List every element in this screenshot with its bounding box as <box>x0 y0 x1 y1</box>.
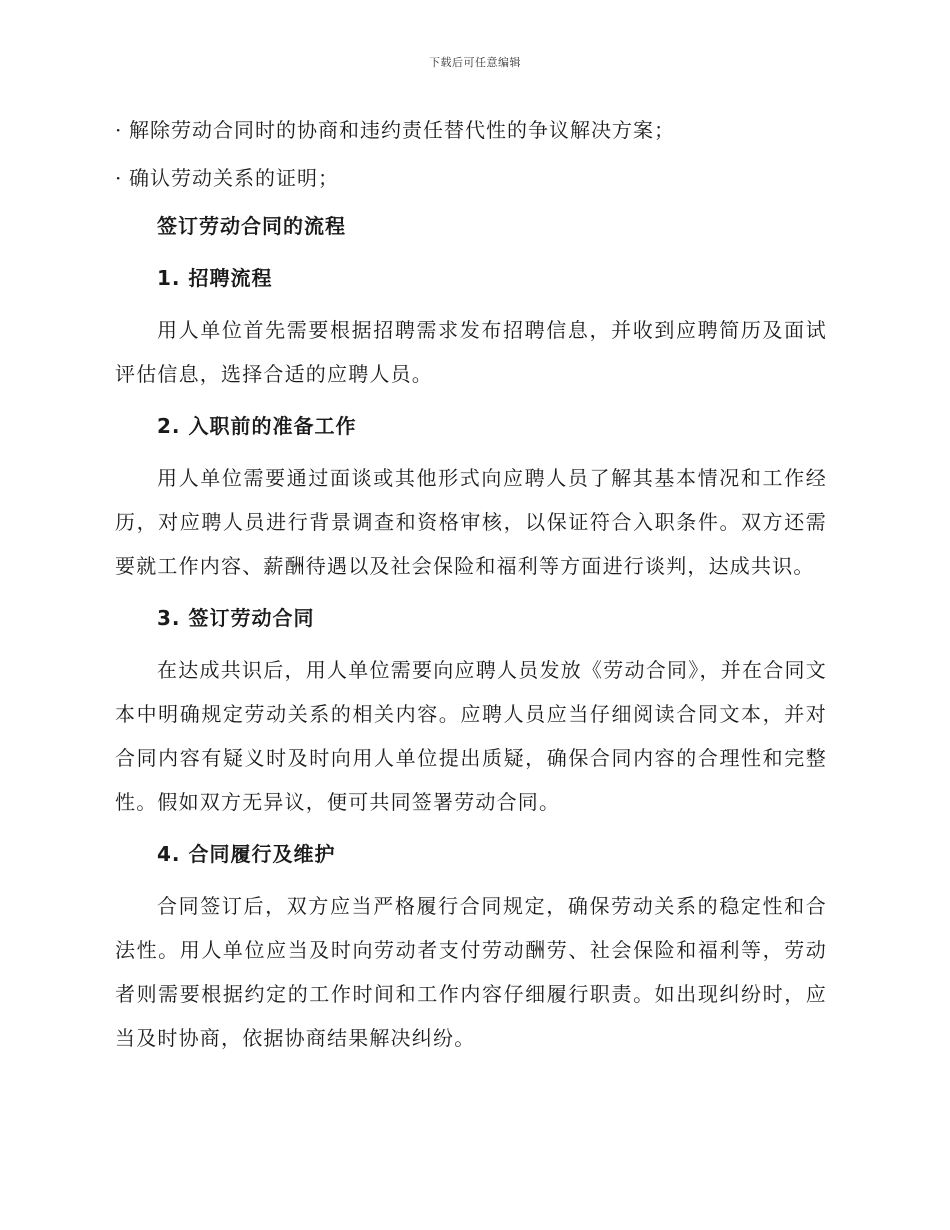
section-3-body: 在达成共识后，用人单位需要向应聘人员发放《劳动合同》，并在合同文本中明确规定劳动关系的相关内容。应聘人员应当仔细阅读合同文本，并对合同内容有疑义时及时向用人单位提出质疑，确保合同内容的合理性和完整性。假如双方无异议，便可共同签署劳动合同。 <box>115 658 827 814</box>
section-3-title: 3. 签订劳动合同 <box>157 606 315 630</box>
document-body <box>115 108 827 1068</box>
section-2-body: 用人单位需要通过面谈或其他形式向应聘人员了解其基本情况和工作经历，对应聘人员进行背景调查和资格审核，以保证符合入职条件。双方还需要就工作内容、薪酬待遇以及社会保险和福利等方面进行谈判，达成共识。 <box>115 466 827 578</box>
bullet-dot-icon: · <box>115 118 123 142</box>
section-4-body: 合同签订后，双方应当严格履行合同规定，确保劳动关系的稳定性和合法性。用人单位应当及时向劳动者支付劳动酬劳、社会保险和福利等，劳动者则需要根据约定的工作时间和工作内容仔细履行职责。如出现纠纷时，应当及时协商，依据协商结果解决纠纷。 <box>115 894 827 1050</box>
bullet-item <box>115 156 827 200</box>
section-main-title: 签订劳动合同的流程 <box>157 214 346 238</box>
page-header: 下载后可任意编辑 <box>429 56 521 69</box>
bullet-item <box>115 108 827 152</box>
section-1-title: 1. 招聘流程 <box>157 266 273 290</box>
section-2-title: 2. 入职前的准备工作 <box>157 414 357 438</box>
section-4-title: 4. 合同履行及维护 <box>157 842 336 866</box>
bullet-text: 确认劳动关系的证明； <box>129 166 339 190</box>
section-1-body: 用人单位首先需要根据招聘需求发布招聘信息，并收到应聘简历及面试评估信息，选择合适的应聘人员。 <box>115 318 827 386</box>
bullet-text: 解除劳动合同时的协商和违约责任替代性的争议解决方案； <box>129 118 675 142</box>
bullet-dot-icon: · <box>115 166 123 190</box>
